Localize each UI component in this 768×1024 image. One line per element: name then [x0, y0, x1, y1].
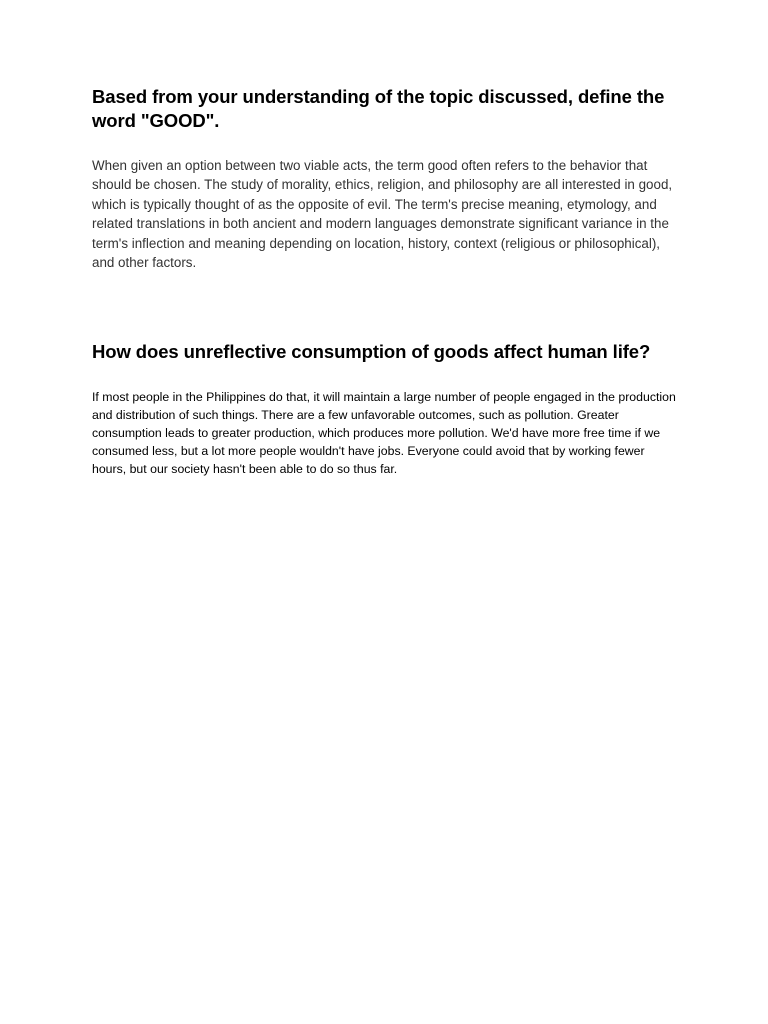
question-heading: How does unreflective consumption of goods affect human life?	[92, 341, 651, 362]
answer-paragraph: If most people in the Philippines do that, it will maintain a large number of people engaged in the production and distribution of such things. There are a few unfavorable outcomes, such as pollution. Greater consumption leads to greater production, which produces more pollution. We'd have more free time if we consumed less, but a lot more people wouldn't have jobs. Everyone could avoid that by working fewer hours, but our society hasn't been able to do so thus far.	[92, 390, 676, 476]
question-section-consumption	[92, 340, 682, 478]
answer-paragraph: When given an option between two viable acts, the term good often refers to the behavior that should be chosen. The study of morality, ethics, religion, and philosophy are all interested in good, which is typically thought of as the opposite of evil. The term's precise meaning, etymology, and related translations in both ancient and modern languages demonstrate significant variance in the term's inflection and meaning depending on location, history, context (religious or philosophical), and other factors.	[92, 158, 673, 271]
question-heading: Based from your understanding of the topic discussed, define the word "GOOD".	[92, 86, 665, 131]
question-section-good	[92, 85, 682, 272]
